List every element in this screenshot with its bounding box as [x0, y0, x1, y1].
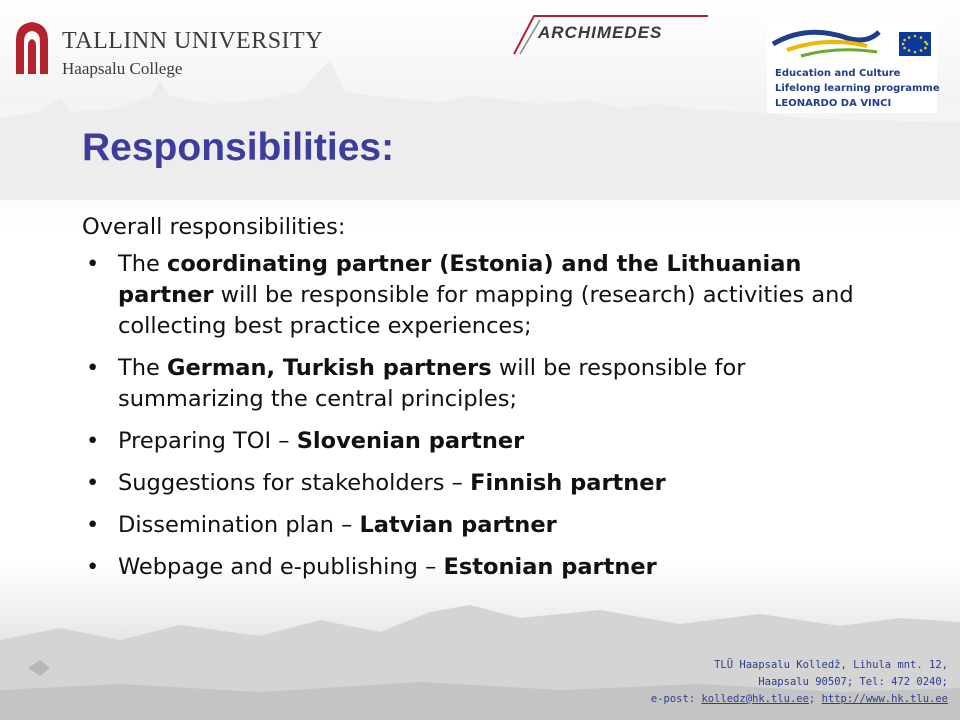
link-separator: ;	[808, 693, 822, 705]
bullet-text: Webpage and e-publishing –	[118, 554, 444, 580]
bullet-bold-text: Finnish partner	[470, 470, 666, 496]
bullet-text: will be responsible for summarizing the central principles;	[118, 355, 746, 412]
bullet-bold-text: Estonian partner	[443, 554, 657, 580]
bullet-bold-text: Latvian partner	[359, 512, 557, 538]
bullet-text: will be responsible for mapping (research) activities and collecting best practice experiences;	[118, 282, 854, 339]
bullet-item	[82, 510, 862, 541]
bullet-text: Suggestions for stakeholders –	[118, 470, 471, 496]
bullet-bold-text: Slovenian partner	[296, 428, 525, 454]
website-link[interactable]: http://www.hk.tlu.ee	[821, 693, 948, 705]
bullet-item	[82, 426, 862, 457]
archimedes-logo-text: ARCHIMEDES	[538, 23, 663, 42]
bullet-item	[82, 249, 862, 342]
bullet-text: Dissemination plan –	[118, 512, 360, 538]
bullet-dot-icon: •	[86, 554, 100, 580]
bullet-dot-icon: •	[86, 428, 100, 454]
bullet-item	[82, 468, 862, 499]
bullet-text: Preparing TOI –	[118, 428, 297, 454]
university-emblem-icon	[12, 20, 52, 74]
bullet-list	[82, 249, 862, 583]
bullet-dot-icon: •	[86, 512, 100, 538]
intro-text: Overall responsibilities:	[82, 214, 346, 240]
epost-label: e-post:	[650, 693, 702, 705]
footer-links	[651, 691, 948, 708]
eu-line-3: LEONARDO DA VINCI	[775, 98, 892, 109]
archimedes-logo	[510, 12, 710, 58]
bullet-dot-icon: •	[86, 355, 100, 381]
bullet-item	[82, 353, 862, 415]
tallinn-university-logo	[12, 18, 324, 82]
email-link[interactable]: kolledz@hk.tlu.ee	[701, 693, 809, 705]
bullet-dot-icon: •	[86, 470, 100, 496]
slide-content	[82, 212, 862, 594]
footer-address: TLÜ Haapsalu Kolledž, Lihula mnt. 12,	[714, 659, 948, 671]
university-name: TALLINN UNIVERSITY	[62, 28, 324, 54]
footer-phone: Haapsalu 90507; Tel: 472 0240;	[758, 676, 948, 688]
bullet-dot-icon: •	[86, 251, 100, 277]
eu-line-1: Education and Culture	[775, 68, 901, 79]
bullet-bold-text: German, Turkish partners	[167, 355, 492, 381]
bullet-item	[82, 552, 862, 583]
footer-contact	[651, 657, 948, 708]
bullet-bold-text: coordinating partner (Estonia) and the Lithuanian partner	[118, 251, 802, 308]
slide-title: Responsibilities:	[82, 126, 395, 169]
eu-flag-icon	[767, 18, 937, 66]
bullet-text: The	[118, 355, 167, 381]
bullet-text: The	[118, 251, 167, 277]
college-name: Haapsalu College	[62, 59, 183, 78]
eu-programme-logo	[767, 18, 940, 113]
eu-line-2: Lifelong learning programme	[775, 83, 940, 94]
